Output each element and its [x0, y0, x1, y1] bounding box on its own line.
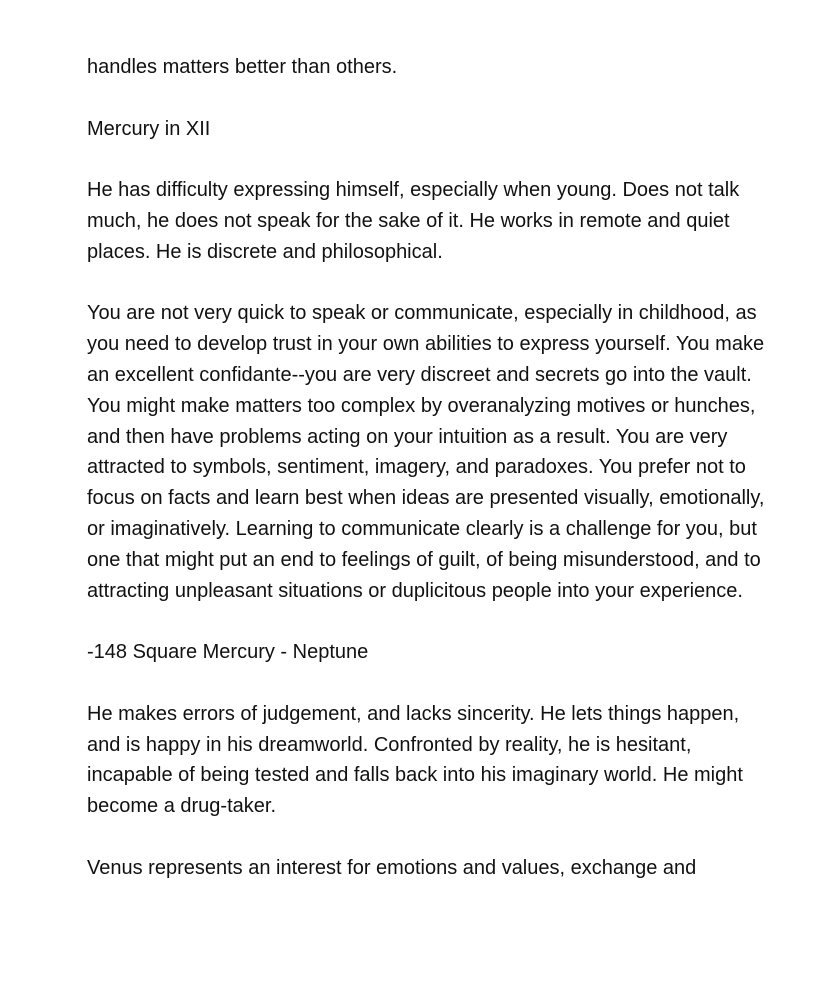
document-page — [87, 52, 767, 884]
paragraph-continuation: handles matters better than others. — [87, 56, 398, 78]
paragraph-venus-intro: Venus represents an interest for emotions and values, exchange and — [87, 856, 697, 879]
paragraph-mercury-xii-detail: You are not very quick to speak or communicate, especially in childhood, as you need to develop trust in your own abilities to express yourself. You make an excellent confidante--you are very discreet and secrets go into the vault. You might make matters too complex by overanalyzing motives or hunches, and then have problems acting on your intuition as a result. You are very attracted to symbols, sentiment, imagery, and paradoxes. You prefer not to focus on facts and learn best when ideas are presented visually, emotionally, or imaginatively. Learning to communicate clearly is a challenge for you, but one that might put an end to feelings of guilt, of being misunderstood, and to attracting unpleasant situations or duplicitous people into your experience. — [87, 302, 765, 602]
paragraph-mercury-xii-summary: He has difficulty expressing himself, especially when young. Does not talk much, he does not speak for the sake of it. He works in remote and quiet places. He is discrete and philosophical. — [87, 179, 740, 263]
section-heading-square-mercury-neptune: -148 Square Mercury - Neptune — [87, 641, 369, 664]
section-heading-mercury-in-xii: Mercury in XII — [87, 117, 211, 140]
paragraph-square-mercury-neptune: He makes errors of judgement, and lacks sincerity. He lets things happen, and is happy in his dreamworld. Confronted by reality, he is hesitant, incapable of being tested and falls back into his imaginary world. He might become a drug-taker. — [87, 702, 743, 818]
